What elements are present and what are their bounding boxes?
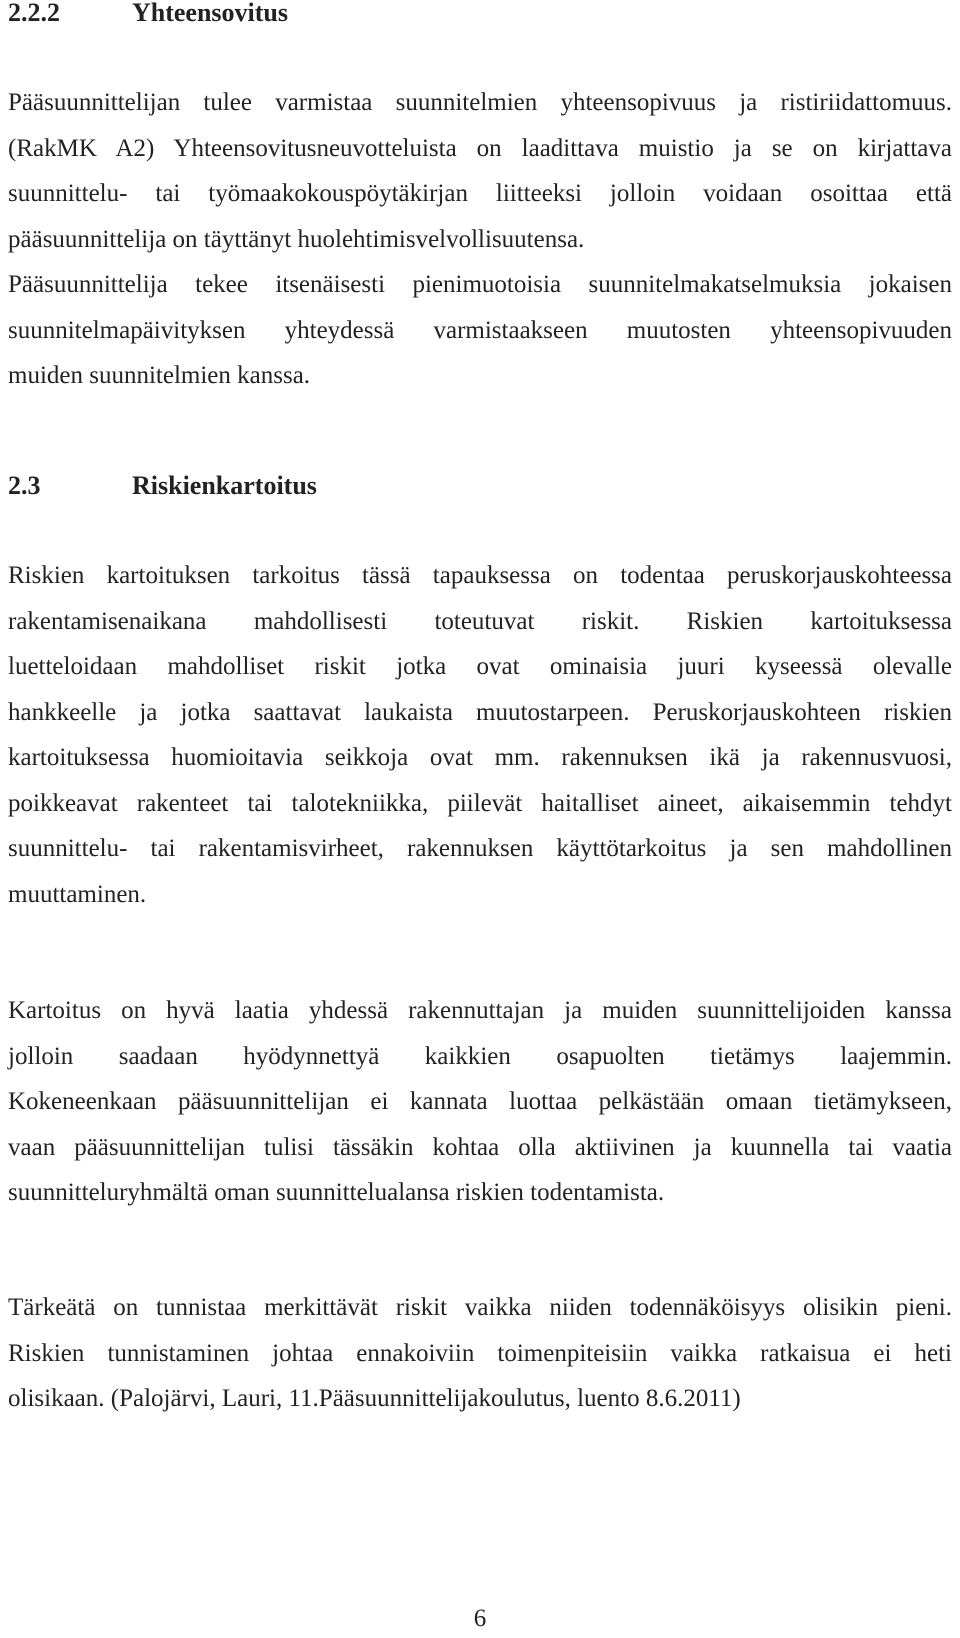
text-line: muuttaminen.	[8, 880, 147, 908]
paragraph-yhteensovitus	[8, 80, 952, 399]
text-line: muiden suunnitelmien kanssa.	[8, 362, 311, 389]
text-line: olisikaan. (Palojärvi, Lauri, 11.Pääsuunnittelijakoulutus, luento 8.6.2011)	[8, 1385, 741, 1412]
section-number: 2.3	[8, 471, 41, 500]
text-line: Pääsuunnittelija tekee itsenäisesti pienimuotoisia suunnitelmakatselmuksia jokaisen	[8, 271, 952, 298]
text-line: (RakMK A2) Yhteensovitusneuvotteluista on laadittava muistio ja se on kirjattava	[8, 134, 952, 162]
text-line: suunnittelu- tai työmaakokouspöytäkirjan liitteeksi jolloin voidaan osoittaa että	[8, 180, 952, 207]
text-line: rakentamisenaikana mahdollisesti toteutuvat riskit. Riskien kartoituksessa	[8, 607, 952, 635]
text-line: suunnittelu- tai rakentamisvirheet, rakennuksen käyttötarkoitus ja sen mahdollinen	[8, 835, 952, 862]
text-line: vaan pääsuunnittelijan tulisi tässäkin kohtaa olla aktiivinen ja kuunnella tai vaatia	[8, 1133, 952, 1161]
text-line: suunnitteluryhmältä oman suunnittelualansa riskien todentamista.	[8, 1179, 665, 1206]
text-line: Riskien tunnistaminen johtaa ennakoiviin toimenpiteisiin vaikka ratkaisua ei heti	[8, 1339, 952, 1367]
text-line: pääsuunnittelija on täyttänyt huolehtimisvelvollisuutensa.	[8, 225, 585, 253]
paragraph-riskienkartoitus-1	[8, 553, 952, 917]
text-line: Kokeneenkaan pääsuunnittelijan ei kannata luottaa pelkästään omaan tietämykseen,	[8, 1088, 952, 1115]
paragraph-riskienkartoitus-3	[8, 1285, 952, 1422]
section-heading-2-2-2	[8, 0, 288, 26]
text-line: Pääsuunnittelijan tulee varmistaa suunnitelmien yhteensopivuus ja ristiriidattomuus.	[8, 89, 952, 116]
text-line: Riskien kartoituksen tarkoitus tässä tapauksessa on todentaa peruskorjauskohteessa	[8, 562, 952, 589]
text-line: Kartoitus on hyvä laatia yhdessä rakennuttajan ja muiden suunnittelijoiden kanssa	[8, 997, 952, 1024]
paragraph-riskienkartoitus-2	[8, 988, 952, 1216]
text-line: poikkeavat rakenteet tai talotekniikka, piilevät haitalliset aineet, aikaisemmin tehdyt	[8, 789, 952, 817]
section-title: Yhteensovitus	[132, 0, 289, 27]
section-number: 2.2.2	[8, 0, 60, 27]
text-line: Tärkeätä on tunnistaa merkittävät riskit vaikka niiden todennäköisyys olisikin pieni.	[8, 1294, 952, 1321]
section-heading-2-3	[8, 473, 317, 499]
section-title: Riskienkartoitus	[132, 471, 317, 500]
text-line: luetteloidaan mahdolliset riskit jotka ovat ominaisia juuri kyseessä olevalle	[8, 653, 952, 680]
text-line: suunnitelmapäivityksen yhteydessä varmistaakseen muutosten yhteensopivuuden	[8, 316, 952, 344]
text-line: kartoituksessa huomioitavia seikkoja ovat mm. rakennuksen ikä ja rakennusvuosi,	[8, 744, 952, 771]
text-line: hankkeelle ja jotka saattavat laukaista muutostarpeen. Peruskorjauskohteen riskien	[8, 698, 952, 726]
text-line: jolloin saadaan hyödynnettyä kaikkien osapuolten tietämys laajemmin.	[8, 1042, 952, 1070]
page-number: 6	[473, 1605, 487, 1632]
